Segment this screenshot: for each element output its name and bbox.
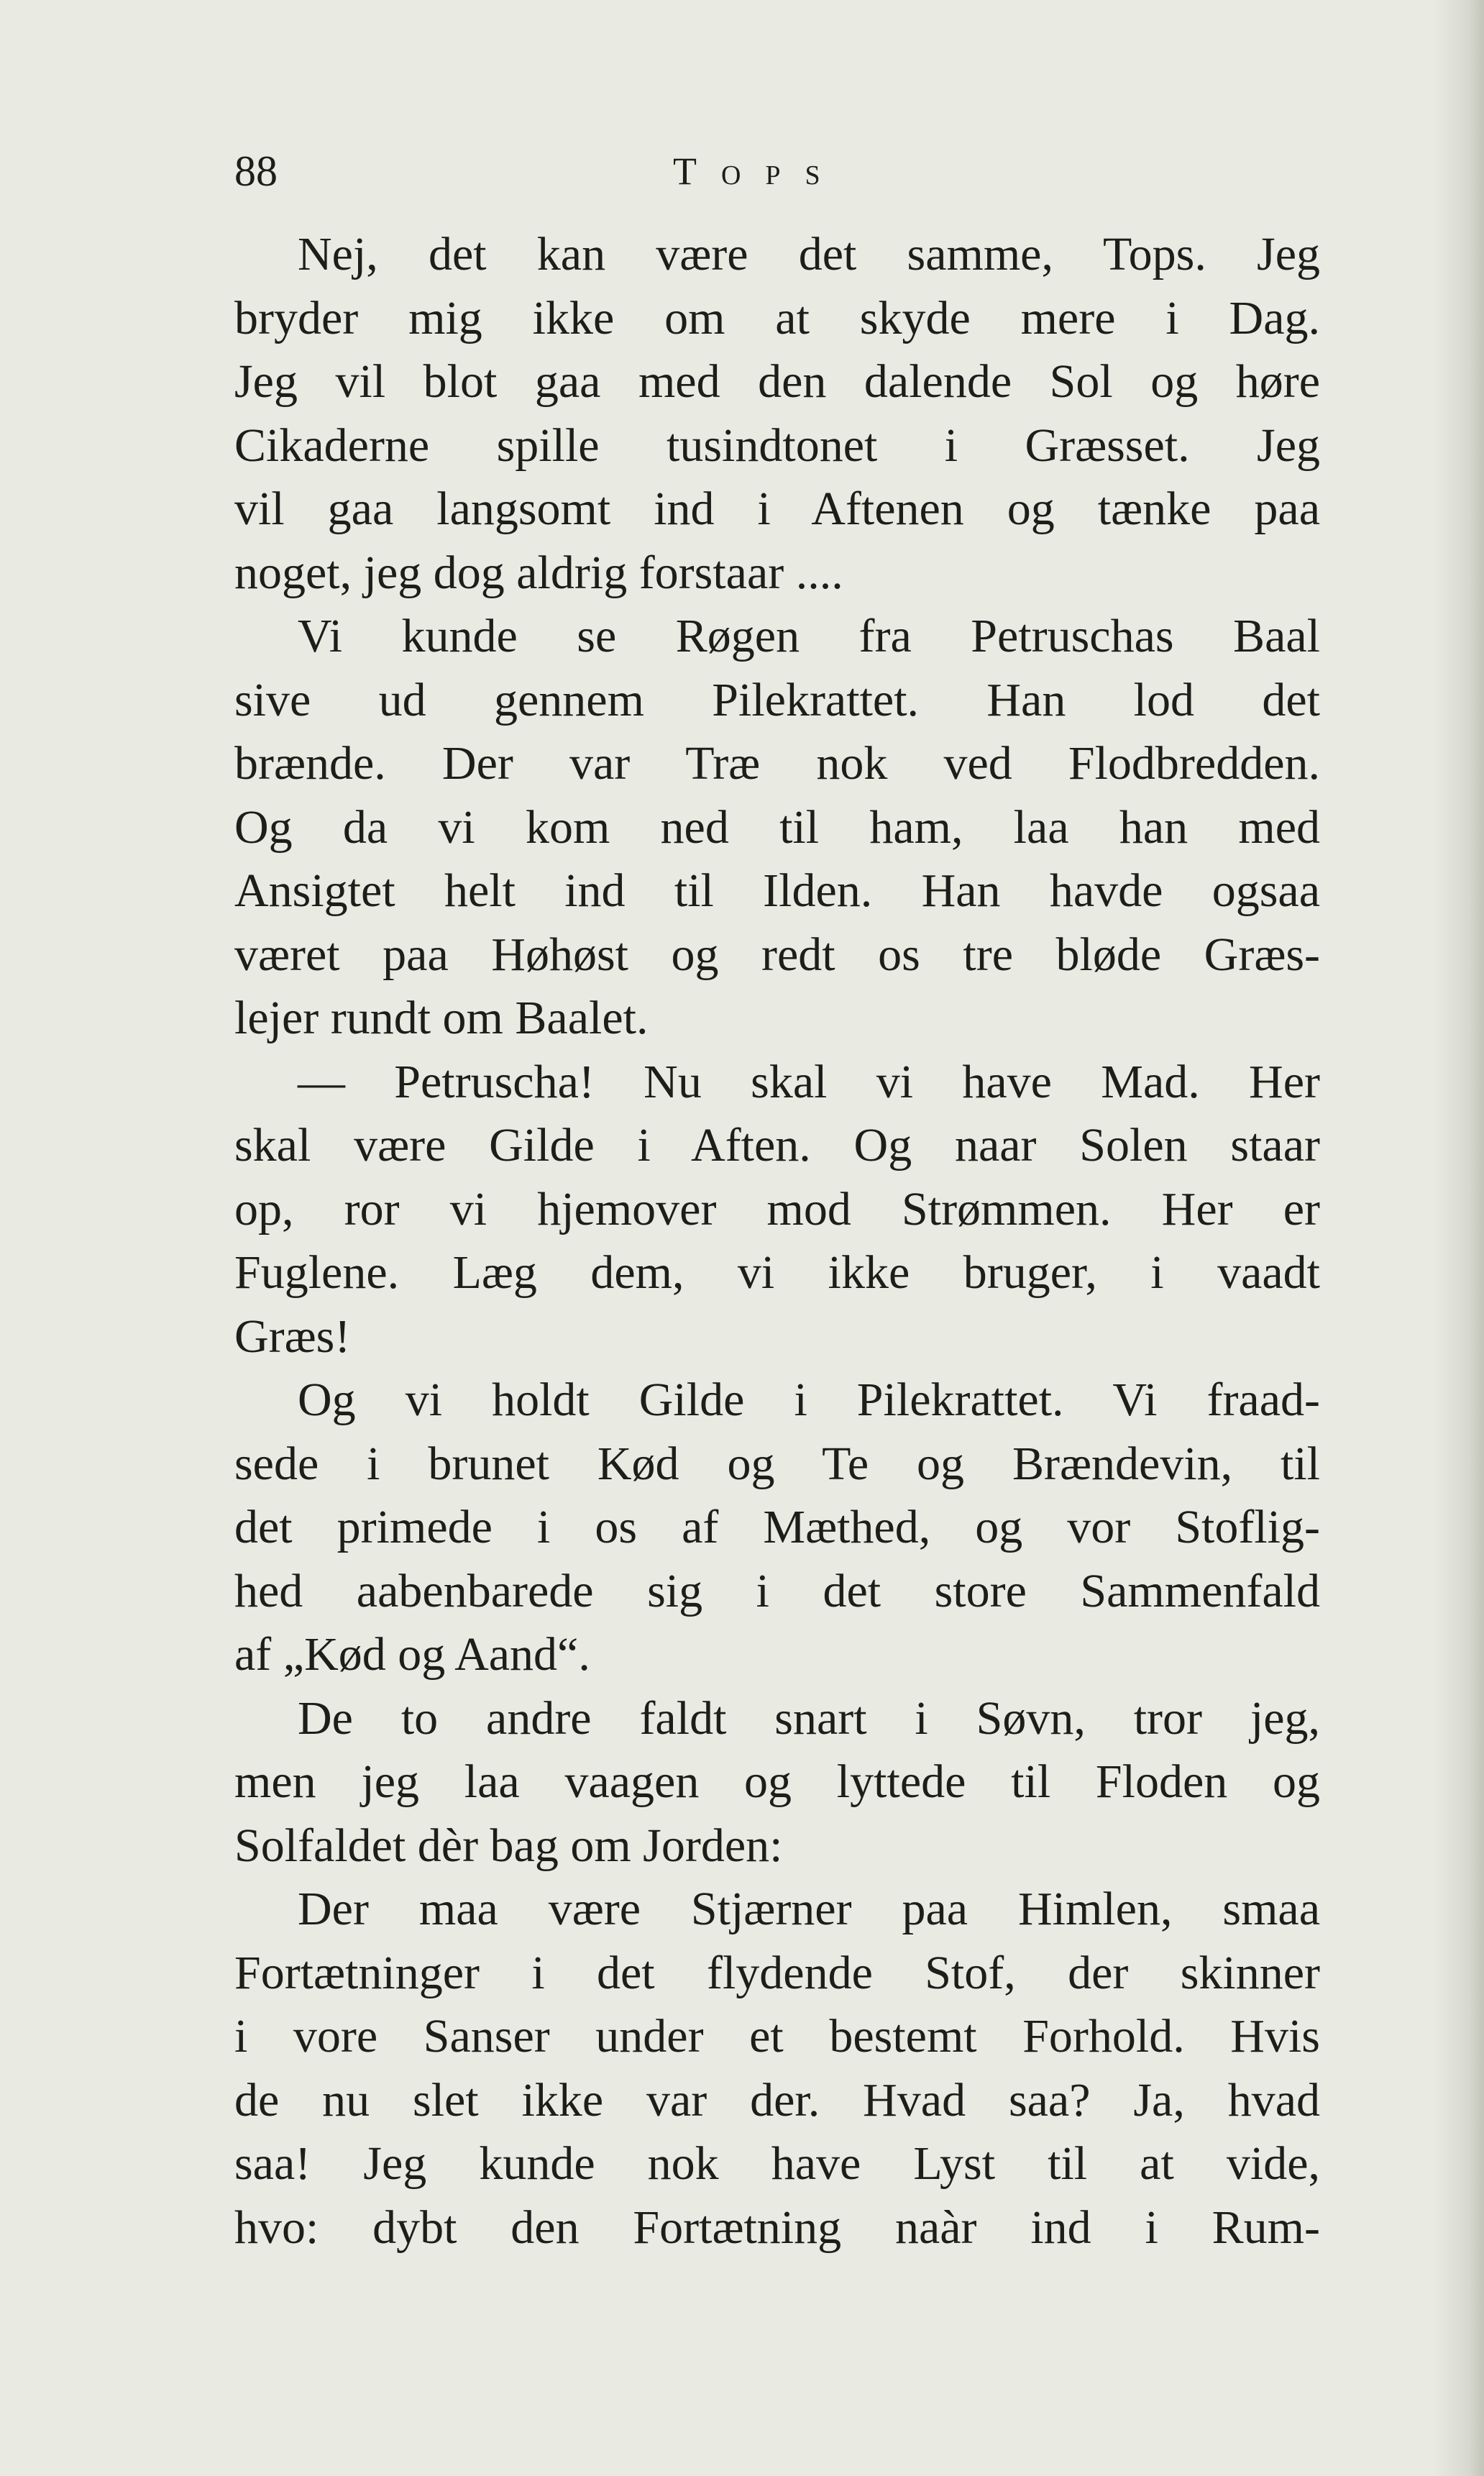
text-line: Fuglene. Læg dem, vi ikke bruger, i vaadt <box>234 1246 1320 1299</box>
text-line: Jeg vil blot gaa med den dalende Sol og høre <box>234 355 1320 408</box>
text-line: det primede i os af Mæthed, og vor Stoflig- <box>234 1501 1320 1553</box>
text-line: Fortætninger i det flydende Stof, der skinner <box>234 1946 1320 1999</box>
paragraph <box>234 1369 1320 1687</box>
text-line: De to andre faldt snart i Søvn, tror jeg, <box>298 1691 1320 1745</box>
text-line: brænde. Der var Træ nok ved Flodbredden. <box>234 737 1320 790</box>
text-line: Græs! <box>234 1310 351 1363</box>
text-line: Ansigtet helt ind til Ilden. Han havde ogsaa <box>234 864 1320 917</box>
paragraph <box>234 1687 1320 1878</box>
text-line: Cikaderne spille tusindtonet i Græsset. Jeg <box>234 419 1320 472</box>
text-line: sede i brunet Kød og Te og Brændevin, til <box>234 1437 1320 1490</box>
text-line: i vore Sanser under et bestemt Forhold. Hvis <box>234 2010 1320 2062</box>
text-line: sive ud gennem Pilekrattet. Han lod det <box>234 673 1320 726</box>
text-line: vil gaa langsomt ind i Aftenen og tænke paa <box>234 483 1320 535</box>
page-number: 88 <box>234 147 278 195</box>
text-line: bryder mig ikke om at skyde mere i Dag. <box>234 291 1320 344</box>
body-text <box>234 223 1320 2260</box>
paragraph <box>234 223 1320 605</box>
page-edge-shadow <box>1434 0 1484 2476</box>
text-line: hvo: dybt den Fortætning naàr ind i Rum- <box>234 2201 1320 2254</box>
text-line: af „Kød og Aand“. <box>234 1628 590 1681</box>
text-line: noget, jeg dog aldrig forstaar .... <box>234 546 843 599</box>
paragraph <box>234 1878 1320 2260</box>
text-line: Og da vi kom ned til ham, laa han med <box>234 800 1320 854</box>
paragraph <box>234 1051 1320 1369</box>
text-line: Vi kunde se Røgen fra Petruschas Baal <box>298 610 1320 662</box>
text-line: været paa Høhøst og redt os tre bløde Græs- <box>234 928 1320 981</box>
text-line: Nej, det kan være det samme, Tops. Jeg <box>298 228 1320 280</box>
text-line: op, ror vi hjemover mod Strømmen. Her er <box>234 1182 1320 1235</box>
text-line: hed aabenbarede sig i det store Sammenfald <box>234 1564 1320 1617</box>
text-line: men jeg laa vaagen og lyttede til Floden og <box>234 1755 1320 1808</box>
running-head: Tops <box>673 150 845 193</box>
text-line: Og vi holdt Gilde i Pilekrattet. Vi fraad- <box>298 1374 1320 1426</box>
text-line: lejer rundt om Baalet. <box>234 992 649 1044</box>
text-line: skal være Gilde i Aften. Og naar Solen staar <box>234 1119 1320 1171</box>
page-header <box>234 142 1320 200</box>
text-line: saa! Jeg kunde nok have Lyst til at vide, <box>234 2137 1320 2190</box>
text-line: — Petruscha! Nu skal vi have Mad. Her <box>298 1055 1320 1108</box>
text-line: Der maa være Stjærner paa Himlen, smaa <box>298 1883 1320 1935</box>
paragraph <box>234 605 1320 1051</box>
text-line: de nu slet ikke var der. Hvad saa? Ja, hvad <box>234 2073 1320 2126</box>
text-line: Solfaldet dèr bag om Jorden: <box>234 1819 783 1872</box>
